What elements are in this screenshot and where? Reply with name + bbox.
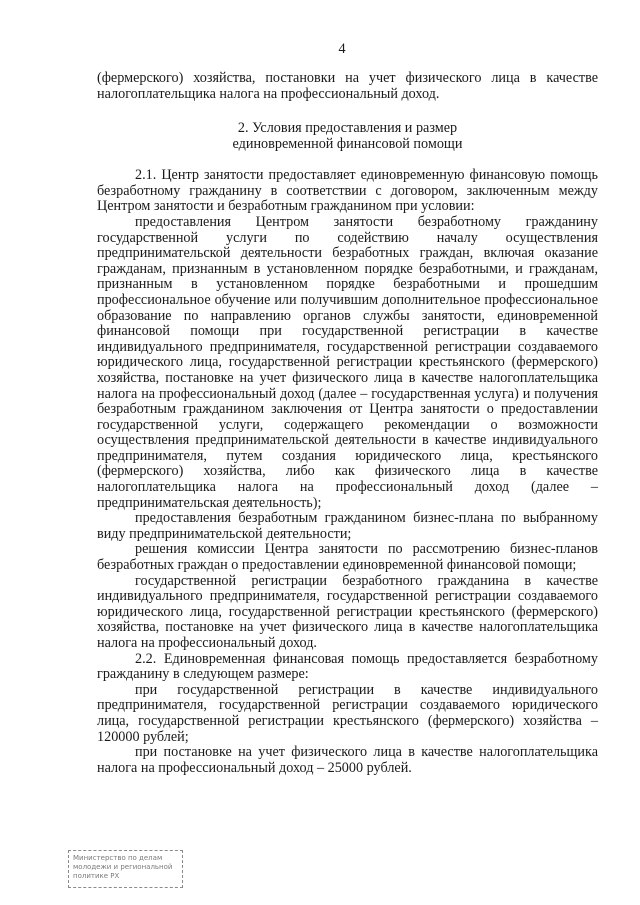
section-heading <box>97 120 598 152</box>
condition-commission-decision: решения комиссии Центра занятости по рассмотрению бизнес-планов безработных граждан о предоставлении единовременной финансовой помощи; <box>97 541 598 574</box>
amount-self-employed: при постановке на учет физического лица в качестве налогоплательщика налога на профессиональный доход – 25000 рублей. <box>97 744 598 776</box>
continuation-paragraph: (фермерского) хозяйства, постановки на учет физического лица в качестве налогоплательщика налога на профессиональный доход. <box>97 70 598 102</box>
paragraph-2-2: 2.2. Единовременная финансовая помощь предоставляется безработному гражданину в следующем размере: <box>97 650 598 683</box>
paragraph-2-1: 2.1. Центр занятости предоставляет единовременную финансовую помощь безработному гражданину в соответствии с договором, заключенным между Центром занятости и безработным гражданином при условии: <box>97 167 598 215</box>
section-title-line-2: единовременной финансовой помощи <box>232 136 463 153</box>
stamp-line-3: политике РХ <box>73 872 120 880</box>
stamp-line-1: Министерство по делам <box>73 854 163 862</box>
condition-state-service: предоставления Центром занятости безработному гражданину государственной услуги по содействию началу осуществления предпринимательской деятельности безработных граждан, включая оказание гражданам, признанным в установленном порядке безработными, и гражданам, признанным в установленном порядке безработными и прошедшим профессиональное обучение или получившим дополнительное профессиональное образование по направлению органов службы занятости, единовременной финансовой помощи при государственной регистрации в качестве индивидуального предпринимателя, государственной регистрации создаваемого юридического лица, государственной регистрации крестьянского (фермерского) хозяйства, постановке на учет физического лица в качестве налогоплательщика налога на профессиональный доход (далее – государственная услуга) и получения безработным гражданином заключения от Центра занятости о предоставлении государственной услуги, содержащего рекомендации о возможности осуществления предпринимательской деятельности в качестве индивидуального предпринимателя, путем создания юридического лица, крестьянского (фермерского) хозяйства, либо как физического лица в качестве налогоплательщика налога на профессиональный доход (далее – предпринимательская деятельность); <box>97 213 598 511</box>
document-body <box>97 71 598 776</box>
condition-state-registration: государственной регистрации безработного гражданина в качестве индивидуального предпринимателя, государственной регистрации создаваемого юридического лица, государственной регистрации крестьянского (фермерского) хозяйства, постановке на учет физического лица в качестве налогоплательщика налога на профессиональный доход. <box>97 572 598 651</box>
section-title-line-1: 2. Условия предоставления и размер <box>237 120 458 137</box>
registration-stamp <box>68 850 183 888</box>
stamp-line-2: молодежи и региональной <box>73 863 173 871</box>
condition-business-plan: предоставления безработным гражданином бизнес-плана по выбранному виду предпринимательской деятельности; <box>97 510 598 542</box>
page-number: 4 <box>338 41 346 57</box>
amount-registration: при государственной регистрации в качестве индивидуального предпринимателя, государственной регистрации создаваемого юридического лица, государственной регистрации крестьянского (фермерского) хозяйства – 120000 рублей; <box>97 681 598 745</box>
